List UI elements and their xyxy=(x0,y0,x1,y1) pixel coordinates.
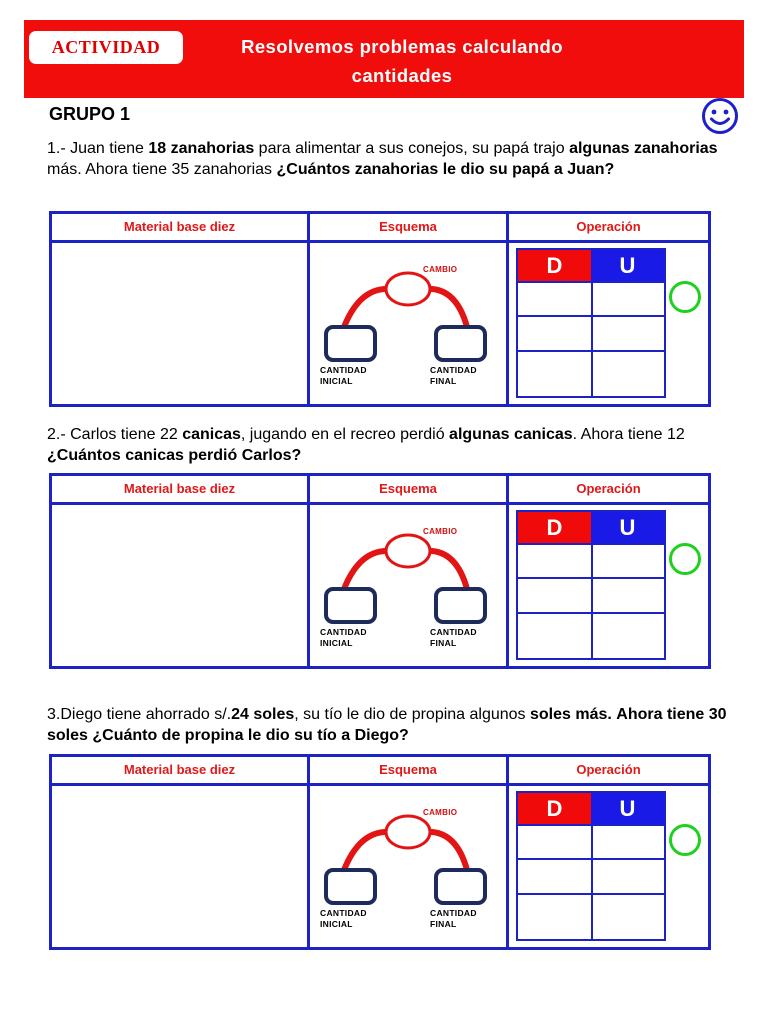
activity-header xyxy=(24,20,744,98)
scheme-change-label: CAMBIO xyxy=(423,808,458,817)
header-operation: Operación xyxy=(576,219,641,234)
column-line xyxy=(591,543,593,658)
tens-header: D xyxy=(518,512,591,543)
column-line xyxy=(591,281,593,396)
header-material: Material base diez xyxy=(123,762,236,777)
activity-badge: ACTIVIDAD xyxy=(29,31,183,64)
units-header: U xyxy=(591,793,664,824)
place-value-table xyxy=(516,248,666,398)
problem-3: 3.Diego tiene ahorrado s/.24 soles, su tío le dio de propina algunos soles más. Ahora tiene 30 soles ¿Cuánto de propina le dio su tío a Diego? xyxy=(47,706,727,744)
header-scheme: Esquema xyxy=(379,762,437,777)
column-divider xyxy=(506,476,509,666)
column-divider xyxy=(506,214,509,404)
change-scheme xyxy=(310,786,506,947)
problem-1: 1.- Juan tiene 18 zanahorias para alimentar a sus conejos, su papá trajo algunas zanahorias más. Ahora tiene 35 zanahorias ¿Cuántos zanahorias le dio su papá a Juan? xyxy=(47,140,718,178)
scheme-initial-label: CANTIDAD INICIAL xyxy=(320,365,367,386)
scheme-change-label: CAMBIO xyxy=(423,265,458,274)
group-title: GRUPO 1 xyxy=(49,104,131,124)
smiley-icon xyxy=(701,97,739,135)
tens-header: D xyxy=(518,250,591,281)
answer-circle[interactable] xyxy=(669,543,701,575)
header-operation: Operación xyxy=(576,762,641,777)
column-line xyxy=(591,824,593,939)
scheme-final-label: CANTIDAD FINAL xyxy=(430,365,477,386)
problem-2: 2.- Carlos tiene 22 canicas, jugando en el recreo perdió algunas canicas. Ahora tiene 12 ¿Cuántos canicas perdió Carlos? xyxy=(47,426,685,464)
change-scheme xyxy=(310,505,506,666)
answer-circle[interactable] xyxy=(669,281,701,313)
place-value-table xyxy=(516,791,666,941)
scheme-initial-label: CANTIDAD INICIAL xyxy=(320,908,367,929)
header-material: Material base diez xyxy=(123,481,236,496)
units-header: U xyxy=(591,250,664,281)
answer-circle[interactable] xyxy=(669,824,701,856)
header-material: Material base diez xyxy=(123,219,236,234)
header-scheme: Esquema xyxy=(379,219,437,234)
change-scheme xyxy=(310,243,506,404)
title-line-2: cantidades xyxy=(351,65,453,86)
column-divider xyxy=(506,757,509,947)
scheme-final-label: CANTIDAD FINAL xyxy=(430,908,477,929)
tens-header: D xyxy=(518,793,591,824)
scheme-final-label: CANTIDAD FINAL xyxy=(430,627,477,648)
worktable-3 xyxy=(49,754,711,950)
place-value-table xyxy=(516,510,666,660)
scheme-initial-label: CANTIDAD INICIAL xyxy=(320,627,367,648)
worktable-2 xyxy=(49,473,711,669)
activity-title xyxy=(192,32,612,90)
header-operation: Operación xyxy=(576,481,641,496)
worktable-1 xyxy=(49,211,711,407)
header-scheme: Esquema xyxy=(379,481,437,496)
title-line-1: Resolvemos problemas calculando xyxy=(241,36,563,57)
units-header: U xyxy=(591,512,664,543)
scheme-change-label: CAMBIO xyxy=(423,527,458,536)
